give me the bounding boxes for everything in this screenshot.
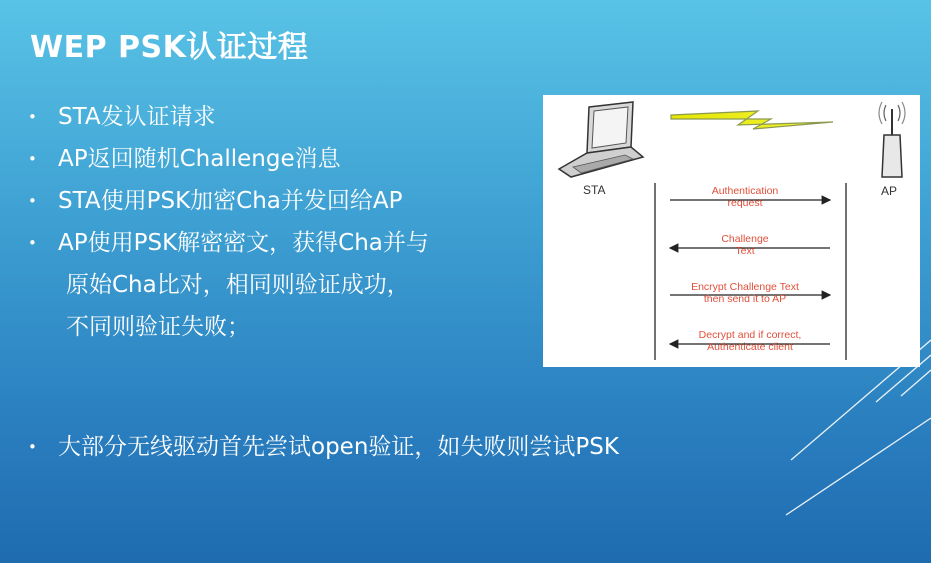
bullet-text: AP返回随机Challenge消息 [58, 146, 341, 172]
bullet-text: STA使用PSK加密Cha并发回给AP [58, 188, 403, 214]
bullet-text: STA发认证请求 [58, 104, 216, 130]
message-line: Authentication [711, 185, 779, 197]
bullet-dot: • [28, 234, 37, 252]
bullet-dot: • [28, 108, 37, 126]
message-line: Authenticate client [707, 341, 793, 353]
bullet-item [26, 96, 536, 138]
message-line: then send it to AP [703, 293, 787, 305]
decorative-lines [731, 300, 931, 563]
bullet-text: AP使用PSK解密密文，获得Cha并与 [58, 230, 429, 256]
slide-title: WEP PSK认证过程 [30, 30, 309, 65]
bullet-item [26, 222, 536, 264]
bullet-dot: • [28, 150, 37, 168]
message-label [670, 233, 820, 257]
bullet-list [26, 96, 536, 348]
message-label [670, 185, 820, 209]
bullet-dot: • [28, 438, 37, 456]
access-point-icon [879, 102, 905, 177]
bullet-dot: • [28, 192, 37, 210]
bullet-item [26, 180, 536, 222]
message-line: Challenge [721, 233, 769, 245]
bullet-text: 大部分无线驱动首先尝试open验证，如失败则尝试PSK [58, 434, 619, 460]
bullet-item-last [26, 426, 758, 468]
sta-label: STA [583, 183, 606, 197]
ap-label: AP [881, 184, 898, 198]
message-line: request [727, 197, 763, 209]
message-line: Decrypt and if correct, [698, 329, 802, 341]
message-line: Encrypt Challenge Text [691, 281, 799, 293]
bullet-continuation: 不同则验证失败； [66, 314, 250, 340]
wireless-bolt-icon [671, 111, 833, 129]
laptop-icon [559, 102, 643, 177]
message-line: Text [735, 245, 755, 257]
bullet-continuation: 原始Cha比对，相同则验证成功， [66, 272, 410, 298]
bullet-item [26, 138, 536, 180]
